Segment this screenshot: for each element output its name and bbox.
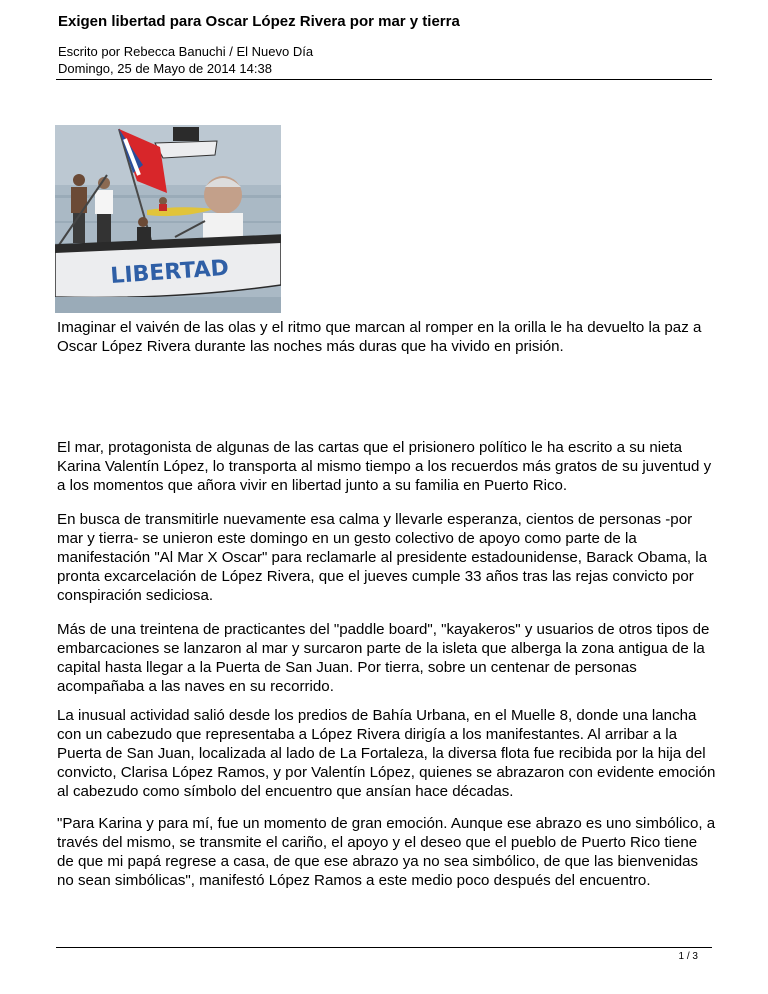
page-number: 1 / 3 bbox=[678, 951, 698, 962]
paragraph-6: "Para Karina y para mí, fue un momento de gran emoción. Aunque ese abrazo es uno simbólico, a través del mismo, se transmite el cariño, el apoyo y el deseo que el pueblo de Puerto Rico tiene de que mi papá regrese a casa, de que ese abrazo ya no sea simbólico, de que las bienvenidas no sean simbólicas", manifestó López Ramos a este medio poco después del encuentro. bbox=[57, 815, 716, 889]
paragraph-4: Más de una treintena de practicantes del "paddle board", "kayakeros" y usuarios de otros tipos de embarcaciones se lanzaron al mar y surcaron parte de la isleta que alberga la zona antigua de la capital hasta llegar a la Puerta de San Juan. Por tierra, sobre un centenar de personas acompañaba a las naves en su recorrido. bbox=[57, 621, 710, 695]
article-title: Exigen libertad para Oscar López Rivera por mar y tierra bbox=[58, 13, 460, 30]
paragraph-3: En busca de transmitirle nuevamente esa calma y llevarle esperanza, cientos de personas -por mar y tierra- se unieron este domingo en un gesto colectivo de apoyo como parte de la manifestación "Al Mar X Oscar" para reclamarle al presidente estadounidense, Barack Obama, la pronta excarcelación de López Rivera, que el jueves cumple 33 años tras las rejas convicto por conspiración sediciosa. bbox=[57, 511, 707, 604]
boat-protest-illustration bbox=[55, 125, 281, 313]
footer-divider bbox=[56, 947, 712, 948]
header-divider bbox=[56, 79, 712, 80]
paragraph-2: El mar, protagonista de algunas de las cartas que el prisionero político le ha escrito a su nieta Karina Valentín López, lo transporta al mismo tiempo a los recuerdos más gratos de su juventud y a los momentos que añora vivir en libertad junto a su familia en Puerto Rico. bbox=[57, 439, 712, 494]
publish-date: Domingo, 25 de Mayo de 2014 14:38 bbox=[58, 61, 272, 76]
article-meta bbox=[58, 43, 313, 77]
paragraph-5: La inusual actividad salió desde los predios de Bahía Urbana, en el Muelle 8, donde una lancha con un cabezudo que representaba a López Rivera dirigía a los manifestantes. Al arribar a la Puerta de San Juan, localizada al lado de La Fortaleza, la diversa flota fue recibida por la hija del convicto, Clarisa López Ramos, y por Valentín López, quienes se abrazaron con evidente emoción al cabezudo como símbolo del encuentro que ansían hace décadas. bbox=[57, 707, 716, 800]
article-photo bbox=[55, 125, 281, 313]
boat-lettering: LIBERTAD bbox=[109, 255, 230, 289]
byline: Escrito por Rebecca Banuchi / El Nuevo Día bbox=[58, 44, 314, 59]
paragraph-1: Imaginar el vaivén de las olas y el ritmo que marcan al romper en la orilla le ha devuelto la paz a Oscar López Rivera durante las noches más duras que ha vivido en prisión. bbox=[57, 319, 702, 355]
